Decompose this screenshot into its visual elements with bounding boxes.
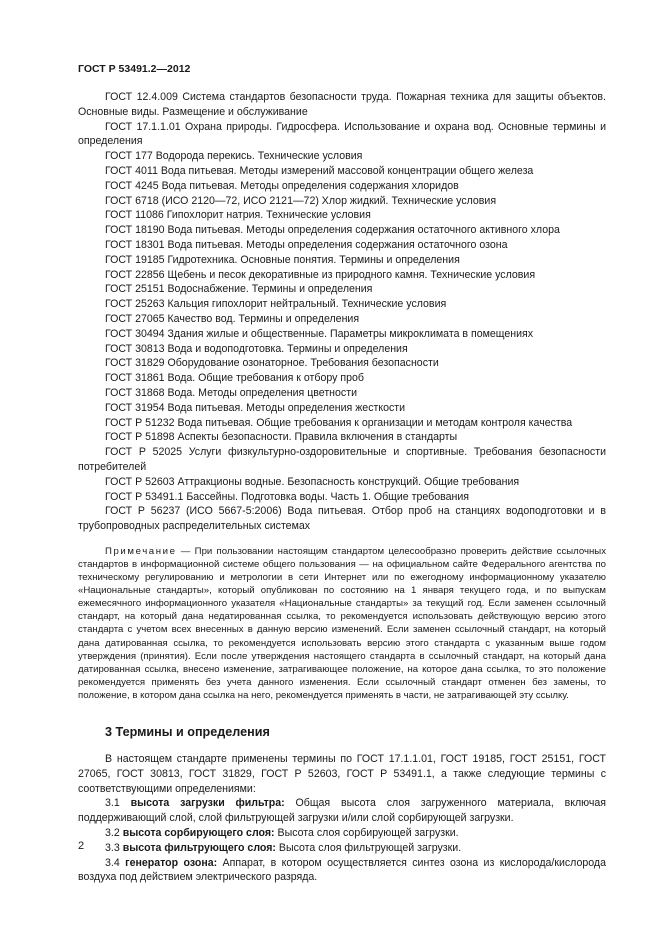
term-text: Общая высота слоя загруженного материала, включая поддерживающий слой, слой фильтрующей загрузки и/или слой сорбирующей загрузки. [78, 797, 607, 825]
reference-item: ГОСТ 6718 (ИСО 2120—72, ИСО 2121—72) Хлор жидкий. Технические условия [105, 194, 497, 207]
term-name: генератор озона: [125, 856, 218, 869]
term-name: высота фильтрующего слоя: [122, 841, 276, 854]
reference-item: ГОСТ 18190 Вода питьевая. Методы определения содержания остаточного активного хлора [105, 224, 560, 237]
section-intro: В настоящем стандарте применены термины по ГОСТ 17.1.1.01, ГОСТ 19185, ГОСТ 25151, ГОСТ 27065, ГОСТ 30813, ГОСТ 31829, ГОСТ Р 52603, ГОСТ Р 53491.1, а также следующие термины с соответствующими определениями: [78, 753, 606, 795]
term-number: 3.4 [105, 856, 120, 869]
page-number: 2 [78, 840, 85, 852]
reference-item: ГОСТ Р 53491.1 Бассейны. Подготовка воды. Часть 1. Общие требования [105, 490, 469, 503]
reference-item: ГОСТ 31829 Оборудование озонаторное. Требования безопасности [105, 357, 439, 370]
reference-item: ГОСТ 27065 Качество вод. Термины и определения [105, 312, 360, 325]
terms-list [78, 796, 606, 885]
reference-item: ГОСТ 12.4.009 Система стандартов безопасности труда. Пожарная техника для защиты объектов. Основные виды. Размещение и обслуживание [78, 91, 606, 118]
reference-item: ГОСТ 4011 Вода питьевая. Методы измерений массовой концентрации общего железа [105, 164, 534, 177]
term-text: Высота слоя фильтрующей загрузки. [275, 841, 462, 854]
term-name: высота сорбирующего слоя: [122, 827, 275, 840]
document-body [78, 90, 606, 885]
reference-item: ГОСТ 177 Водорода перекись. Технические условия [105, 150, 363, 163]
term-definition [78, 841, 606, 856]
reference-item: ГОСТ 31954 Вода питьевая. Методы определения жесткости [105, 401, 406, 414]
term-name: высота загрузки фильтра: [130, 797, 285, 810]
reference-item: ГОСТ Р 51232 Вода питьевая. Общие требования к организации и методам контроля качества [105, 416, 573, 429]
normative-references-list [78, 90, 606, 534]
section-title: 3 Термины и определения [105, 725, 270, 740]
reference-item: ГОСТ 18301 Вода питьевая. Методы определения содержания остаточного озона [105, 238, 508, 251]
note-label: Примечание [105, 545, 177, 557]
reference-item: ГОСТ 30494 Здания жилые и общественные. Параметры микроклимата в помещениях [105, 327, 534, 340]
term-number: 3.3 [105, 841, 120, 854]
term-definition [78, 796, 606, 826]
term-definition [78, 856, 606, 886]
term-number: 3.1 [105, 797, 120, 810]
term-text: Аппарат, в котором осуществляется синтез озона из кислорода/кислорода воздуха под действием электрического разряда. [78, 856, 606, 884]
reference-item: ГОСТ 11086 Гипохлорит натрия. Технические условия [105, 209, 371, 222]
reference-item: ГОСТ 30813 Вода и водоподготовка. Термины и определения [105, 342, 408, 355]
term-number: 3.2 [105, 827, 120, 840]
reference-item: ГОСТ 25263 Кальция гипохлорит нейтральный. Технические условия [105, 298, 447, 311]
note-text: — При пользовании настоящим стандартом целесообразно проверить действие ссылочных стандартов в информационной системе общего пользования — на официальном сайте Федерального агентства по техническому регулированию и метрологии в сети Интернет или по ежегодному информационному указателю «Национальные стандарты», который опубликован по состоянию на 1 января текущего года, и по выпускам ежемесячного информационного указателя «Национальные стандарты» за текущий год. Если заменен ссылочный стандарт, на который дана недатированная ссылка, то рекомендуется использовать действующую версию этого стандарта с учетом всех внесенных в данную версию изменений. Если заменен ссылочный стандарт, на который дана датированная ссылка, то рекомендуется использовать версию этого стандарта с указанным выше годом утверждения (принятия). Если после утверждения настоящего стандарта в ссылочный стандарт, на который дана датированная ссылка, внесено изменение, затрагивающее положение, на которое дана ссылка, то это положение рекомендуется применять без учета данного изменения. Если ссылочный стандарт отменен без замены, то положение, в котором дана ссылка на него, рекомендуется применять в части, не затрагивающей эту ссылку. [78, 545, 606, 701]
document-header: ГОСТ Р 53491.2—2012 [78, 63, 191, 75]
term-text: Высота слоя сорбирующей загрузки. [274, 827, 459, 840]
reference-item: ГОСТ 22856 Щебень и песок декоративные из природного камня. Технические условия [105, 268, 536, 281]
term-definition [78, 826, 606, 841]
reference-item: ГОСТ 31868 Вода. Методы определения цветности [105, 386, 357, 399]
reference-item: ГОСТ Р 56237 (ИСО 5667-5:2006) Вода питьевая. Отбор проб на станциях водоподготовки и в трубопроводных распределительных системах [78, 505, 606, 533]
reference-item: ГОСТ 17.1.1.01 Охрана природы. Гидросфера. Использование и охрана вод. Основные термины и определения [78, 120, 606, 148]
reference-item: ГОСТ 31861 Вода. Общие требования к отбору проб [105, 372, 364, 385]
reference-item: ГОСТ Р 52603 Аттракционы водные. Безопасность конструкций. Общие требования [105, 475, 520, 488]
reference-item: ГОСТ 25151 Водоснабжение. Термины и определения [105, 283, 373, 296]
reference-item: ГОСТ Р 51898 Аспекты безопасности. Правила включения в стандарты [105, 431, 458, 444]
reference-item: ГОСТ 4245 Вода питьевая. Методы определения содержания хлоридов [105, 179, 459, 192]
reference-item: ГОСТ Р 52025 Услуги физкультурно-оздоровительные и спортивные. Требования безопасности потребителей [78, 446, 606, 473]
reference-item: ГОСТ 19185 Гидротехника. Основные понятия. Термины и определения [105, 253, 460, 266]
note-paragraph [78, 545, 606, 702]
